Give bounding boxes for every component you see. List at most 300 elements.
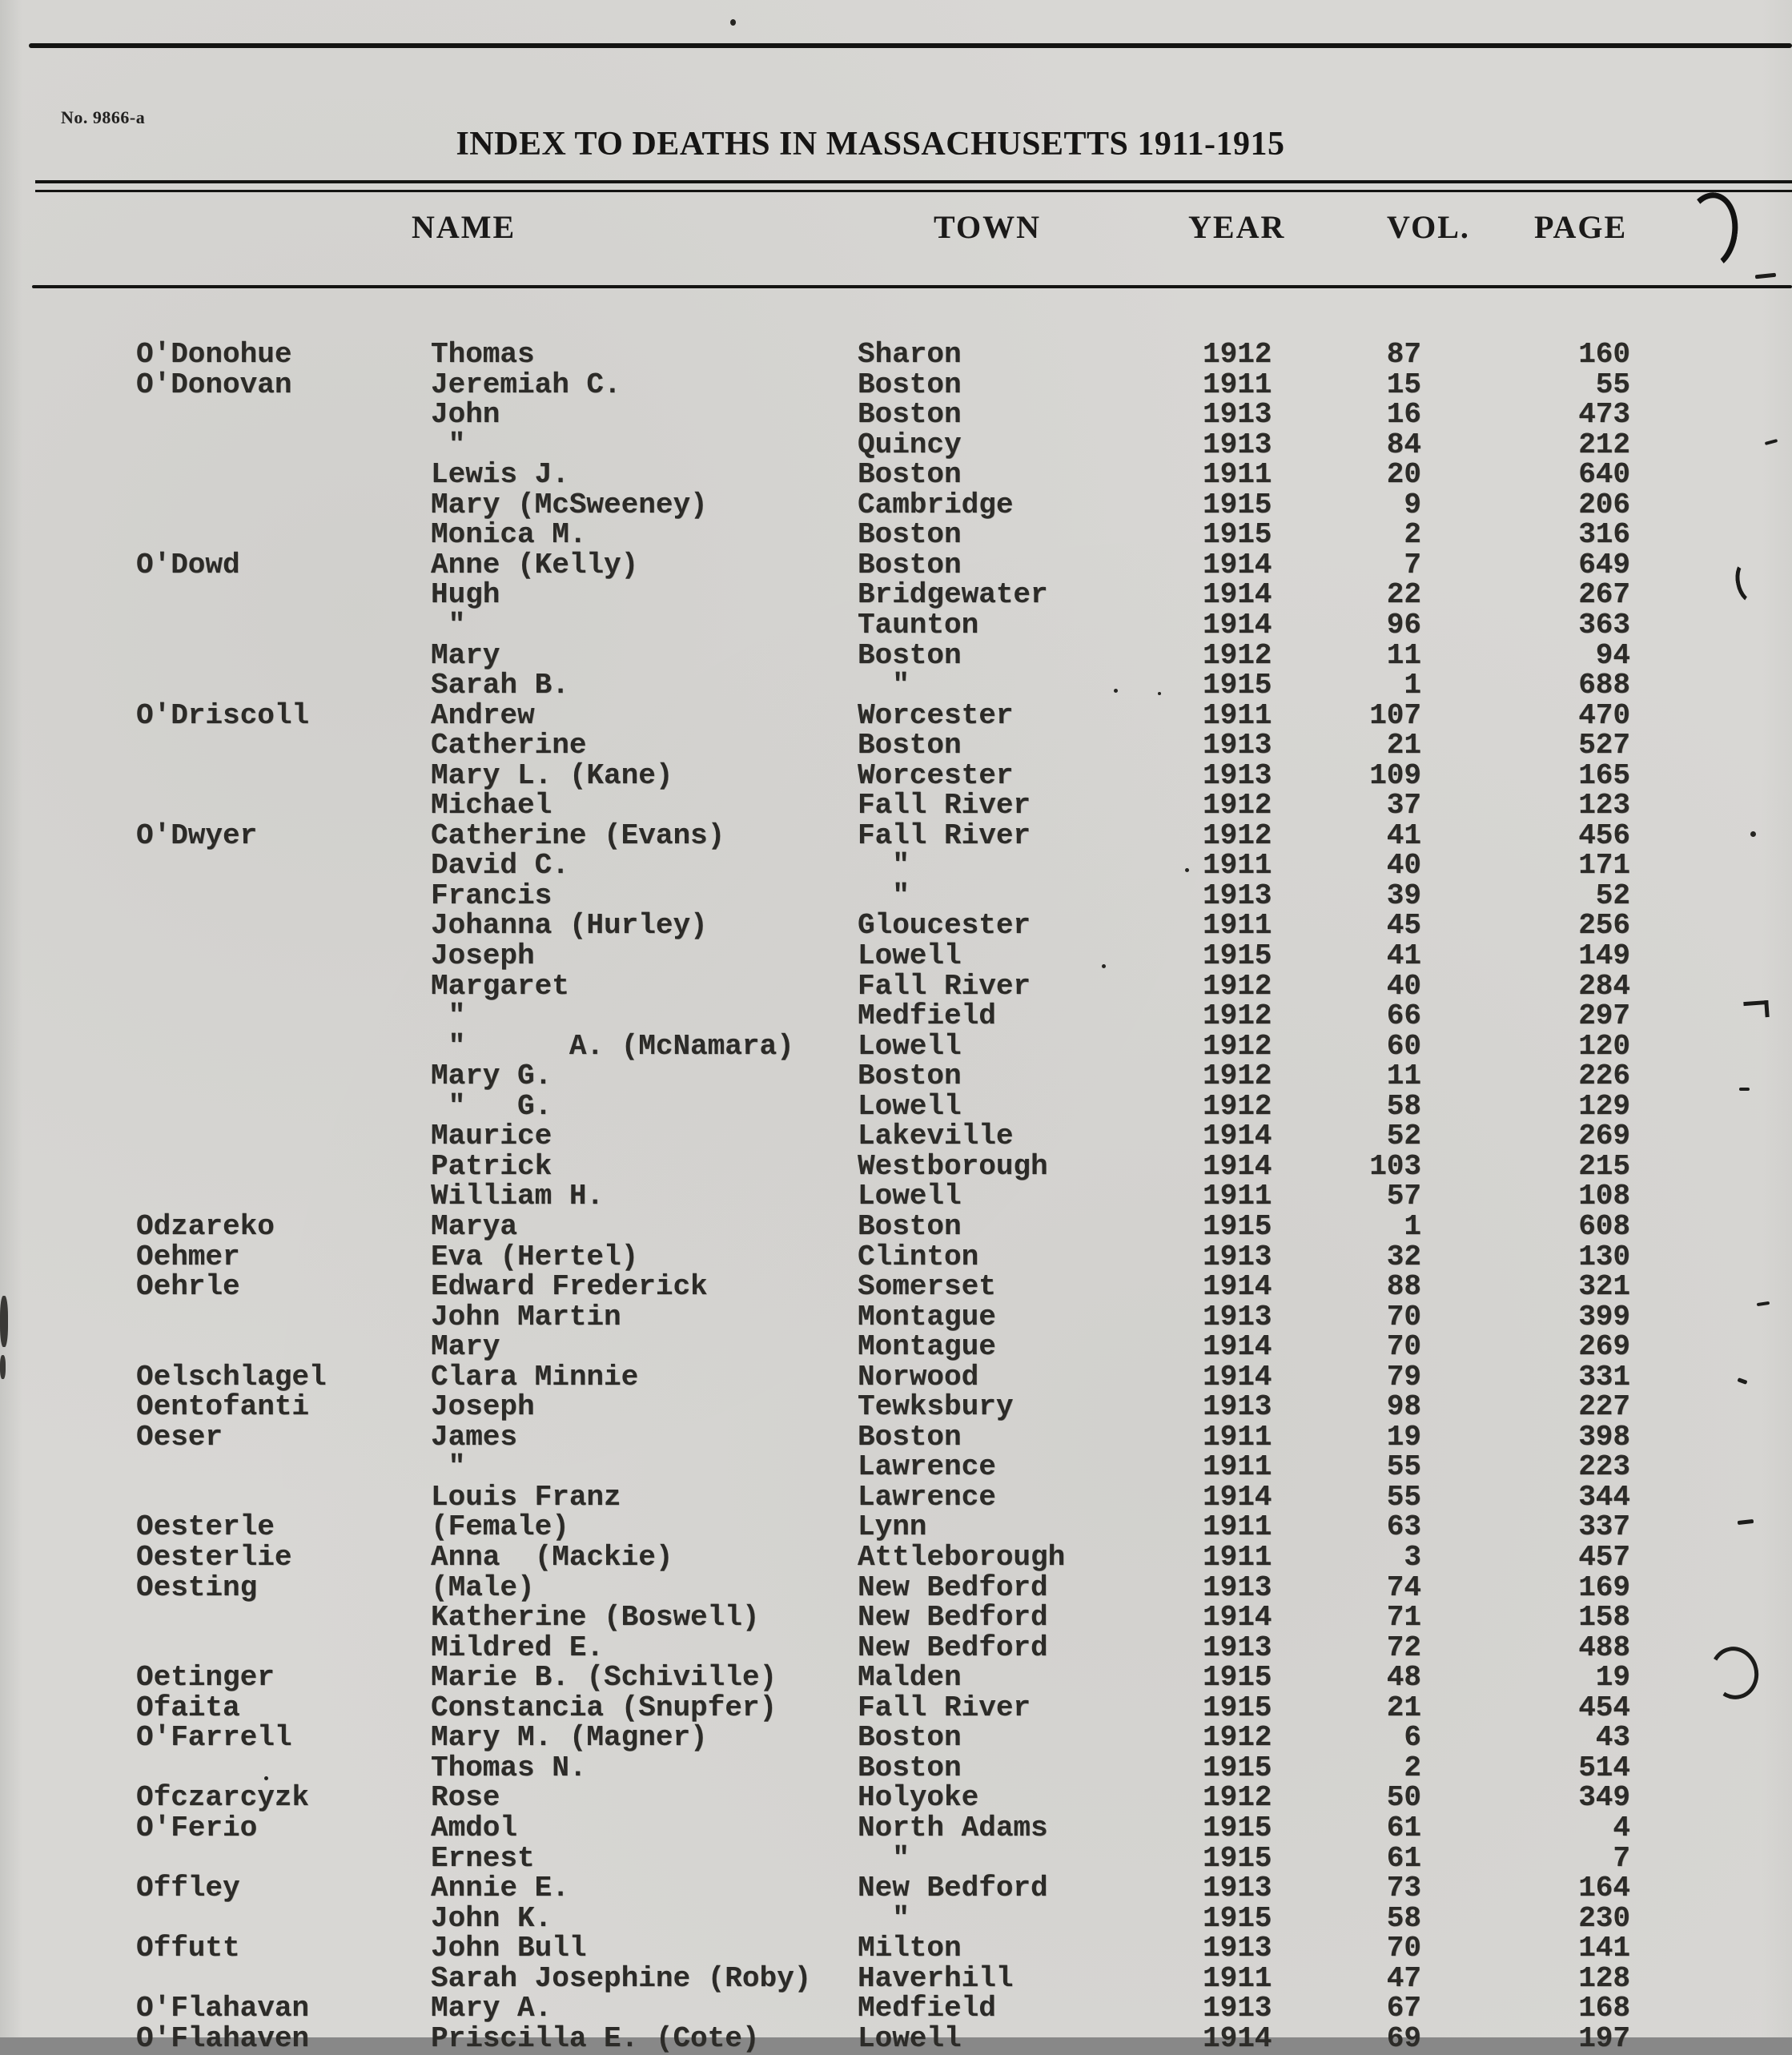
surname-cell: O'Donohue [136,338,292,371]
town-cell: Lynn [858,1510,927,1543]
surname-cell: O'Flahaven [136,2022,310,2055]
year-cell: 1915 [1203,939,1272,972]
vol-cell: 61 [1386,1812,1421,1844]
year-cell: 1912 [1203,999,1272,1032]
vol-cell: 47 [1386,1962,1421,1995]
year-cell: 1912 [1203,1090,1272,1123]
vol-cell: 63 [1386,1510,1421,1543]
vol-cell: 11 [1386,1060,1421,1092]
table-row [0,550,1792,581]
given-cell: Francis [431,879,552,912]
table-row [0,670,1792,701]
page-cell: 230 [1578,1902,1630,1935]
given-cell: Eva (Hertel) [431,1241,639,1273]
town-cell: Milton [858,1932,962,1965]
year-cell: 1913 [1203,1301,1272,1333]
page-cell: 130 [1578,1241,1630,1273]
vol-cell: 45 [1386,909,1421,942]
vol-cell: 107 [1369,699,1421,732]
table-row [0,1904,1792,1934]
given-cell: John Bull [431,1932,587,1965]
table-row [0,821,1792,851]
surname-cell: Odzareko [136,1210,275,1243]
vol-cell: 52 [1386,1120,1421,1152]
year-cell: 1914 [1203,1601,1272,1634]
page-cell: 608 [1578,1210,1630,1243]
town-cell: Taunton [858,609,979,641]
town-cell: New Bedford [858,1631,1048,1664]
page-cell: 55 [1595,368,1630,401]
page-cell: 158 [1578,1601,1630,1634]
page-cell: 269 [1578,1330,1630,1363]
table-row [0,790,1792,821]
vol-cell: 1 [1404,1210,1421,1243]
town-cell: Tewksbury [858,1390,1014,1423]
table-row [0,1152,1792,1182]
scan-speck [1114,689,1118,693]
scan-speck [1102,964,1106,968]
vol-cell: 79 [1386,1361,1421,1393]
page-cell: 321 [1578,1270,1630,1303]
year-cell: 1912 [1203,1060,1272,1092]
page-cell: 337 [1578,1510,1630,1543]
town-cell: " [858,849,910,882]
page-cell: 454 [1578,1691,1630,1724]
surname-cell: Offutt [136,1932,240,1965]
vol-cell: 58 [1386,1902,1421,1935]
year-cell: 1912 [1203,819,1272,852]
given-cell: Lewis J. [431,458,569,491]
table-row [0,1332,1792,1362]
page-cell: 349 [1578,1781,1630,1814]
page-cell: 297 [1578,999,1630,1032]
town-cell: Westborough [858,1150,1048,1183]
vol-cell: 67 [1386,1992,1421,2025]
year-cell: 1913 [1203,1571,1272,1604]
given-cell: " A. (McNamara) [431,1030,794,1063]
vol-cell: 9 [1404,489,1421,521]
vol-cell: 73 [1386,1872,1421,1904]
page-cell: 640 [1578,458,1630,491]
given-cell: Marie B. (Schiville) [431,1661,777,1694]
year-cell: 1913 [1203,879,1272,912]
table-row [0,881,1792,911]
vol-cell: 2 [1404,518,1421,551]
given-cell: Amdol [431,1812,518,1844]
table-row [0,1723,1792,1753]
year-cell: 1914 [1203,609,1272,641]
year-cell: 1912 [1203,1721,1272,1754]
town-cell: Boston [858,458,962,491]
page-cell: 688 [1578,669,1630,702]
page-cell: 527 [1578,729,1630,762]
year-cell: 1911 [1203,458,1272,491]
vol-cell: 69 [1386,2022,1421,2055]
table-row [0,1663,1792,1693]
page-cell: 160 [1578,338,1630,371]
year-cell: 1912 [1203,1781,1272,1814]
surname-cell: Oehrle [136,1270,240,1303]
table-row [0,520,1792,550]
town-cell: Lawrence [858,1450,996,1483]
table-row [0,1422,1792,1453]
year-cell: 1914 [1203,1150,1272,1183]
year-cell: 1915 [1203,518,1272,551]
vol-cell: 21 [1386,1691,1421,1724]
given-cell: Anna (Mackie) [431,1541,673,1574]
given-cell: Marya [431,1210,518,1243]
table-row [0,851,1792,881]
vol-cell: 103 [1369,1150,1421,1183]
table-row [0,1212,1792,1242]
page-cell: 168 [1578,1992,1630,2025]
table-row [0,490,1792,521]
table-row [0,730,1792,761]
given-cell: Johanna (Hurley) [431,909,708,942]
vol-cell: 71 [1386,1601,1421,1634]
table-row [0,460,1792,490]
scan-speck [1185,868,1189,872]
year-cell: 1915 [1203,669,1272,702]
given-cell: James [431,1421,518,1454]
surname-cell: Ofaita [136,1691,240,1724]
given-cell: (Female) [431,1510,569,1543]
town-cell: New Bedford [858,1601,1048,1634]
town-cell: Gloucester [858,909,1031,942]
given-cell: David C. [431,849,569,882]
page-cell: 649 [1578,549,1630,581]
pen-hook-mark [1743,1000,1769,1019]
table-row [0,941,1792,971]
vol-cell: 55 [1386,1450,1421,1483]
given-cell: " G. [431,1090,552,1123]
given-cell: Hugh [431,578,500,611]
page-cell: 269 [1578,1120,1630,1152]
town-cell: " [858,879,910,912]
year-cell: 1912 [1203,789,1272,822]
given-cell: John K. [431,1902,552,1935]
given-cell: Catherine (Evans) [431,819,725,852]
vol-cell: 40 [1386,970,1421,1003]
page-cell: 164 [1578,1872,1630,1904]
year-cell: 1913 [1203,1390,1272,1423]
page-cell: 19 [1595,1661,1630,1694]
surname-cell: Oeser [136,1421,223,1454]
page-cell: 212 [1578,428,1630,461]
town-cell: Boston [858,729,962,762]
page-cell: 514 [1578,1751,1630,1784]
year-cell: 1915 [1203,1661,1272,1694]
table-row [0,1092,1792,1122]
page-cell: 488 [1578,1631,1630,1664]
scan-speck [730,19,736,26]
page-cell: 215 [1578,1150,1630,1183]
margin-dot-mark [1750,831,1756,837]
page-cell: 141 [1578,1932,1630,1965]
given-cell: Mary [431,1330,500,1363]
town-cell: Lowell [858,1090,962,1123]
surname-cell: O'Donovan [136,368,292,401]
vol-cell: 41 [1386,939,1421,972]
edge-smudge [0,1355,6,1379]
page-cell: 94 [1595,639,1630,672]
page-cell: 149 [1578,939,1630,972]
page-cell: 123 [1578,789,1630,822]
vol-cell: 70 [1386,1932,1421,1965]
surname-cell: Oetinger [136,1661,275,1694]
table-row [0,1181,1792,1212]
town-cell: Haverhill [858,1962,1014,1995]
vol-cell: 32 [1386,1241,1421,1273]
table-row [0,1573,1792,1603]
given-cell: Louis Franz [431,1481,621,1514]
town-cell: " [858,669,910,702]
given-cell: John [431,398,500,431]
town-cell: Malden [858,1661,962,1694]
page-cell: 227 [1578,1390,1630,1423]
town-cell: Lowell [858,939,962,972]
town-cell: Lowell [858,1030,962,1063]
town-cell: Holyoke [858,1781,979,1814]
table-row [0,1933,1792,1964]
table-row [0,1452,1792,1482]
given-cell: Mary L. (Kane) [431,759,673,792]
page-cell: 52 [1595,879,1630,912]
year-cell: 1915 [1203,1902,1272,1935]
vol-cell: 50 [1386,1781,1421,1814]
town-cell: Somerset [858,1270,996,1303]
year-cell: 1911 [1203,1962,1272,1995]
page-cell: 363 [1578,609,1630,641]
table-row [0,1482,1792,1513]
given-cell: Edward Frederick [431,1270,708,1303]
town-cell: Fall River [858,819,1031,852]
vol-cell: 15 [1386,368,1421,401]
table-row [0,1001,1792,1032]
year-cell: 1914 [1203,1481,1272,1514]
vol-cell: 21 [1386,729,1421,762]
page-cell: 226 [1578,1060,1630,1092]
town-cell: Boston [858,368,962,401]
town-cell: Bridgewater [858,578,1048,611]
column-header-name: NAME [412,209,516,245]
surname-cell: Oesting [136,1571,258,1604]
town-cell: Cambridge [858,489,1014,521]
given-cell: Ernest [431,1842,535,1875]
column-header-vol: VOL. [1387,209,1470,245]
table-row [0,1032,1792,1062]
vol-cell: 57 [1386,1180,1421,1212]
table-row [0,340,1792,370]
town-cell: Boston [858,1721,962,1754]
given-cell: Joseph [431,1390,535,1423]
town-cell: Fall River [858,970,1031,1003]
table-row [0,1844,1792,1874]
given-cell: Mildred E. [431,1631,605,1664]
vol-cell: 98 [1386,1390,1421,1423]
page-cell: 206 [1578,489,1630,521]
page-cell: 129 [1578,1090,1630,1123]
given-cell: Maurice [431,1120,552,1152]
town-cell: New Bedford [858,1571,1048,1604]
given-cell: " [431,609,466,641]
year-cell: 1914 [1203,2022,1272,2055]
town-cell: " [858,1902,910,1935]
page-cell: 43 [1595,1721,1630,1754]
given-cell: Joseph [431,939,535,972]
table-row [0,1753,1792,1784]
vol-cell: 40 [1386,849,1421,882]
year-cell: 1914 [1203,1270,1272,1303]
table-row [0,1061,1792,1092]
page-cell: 7 [1613,1842,1630,1875]
town-cell: Fall River [858,789,1031,822]
surname-cell: Oesterlie [136,1541,292,1574]
vol-cell: 11 [1386,639,1421,672]
vol-cell: 58 [1386,1090,1421,1123]
year-cell: 1912 [1203,1030,1272,1063]
column-header-page: PAGE [1534,209,1628,245]
given-cell: Sarah Josephine (Roby) [431,1962,812,1995]
year-cell: 1915 [1203,489,1272,521]
table-row [0,610,1792,641]
edge-smudge [0,1296,8,1347]
surname-cell: Oentofanti [136,1390,310,1423]
table-row [0,1993,1792,2024]
given-cell: Priscilla E. (Cote) [431,2022,760,2055]
year-cell: 1913 [1203,428,1272,461]
column-header-year: YEAR [1188,209,1286,245]
year-cell: 1911 [1203,1541,1272,1574]
given-cell: William H. [431,1180,605,1212]
town-cell: Worcester [858,759,1014,792]
town-cell: Boston [858,1210,962,1243]
given-cell: Mary A. [431,1992,552,2025]
vol-cell: 37 [1386,789,1421,822]
vol-cell: 87 [1386,338,1421,371]
page-cell: 108 [1578,1180,1630,1212]
vol-cell: 6 [1404,1721,1421,1754]
table-row [0,1272,1792,1302]
given-cell: Thomas [431,338,535,371]
page-cell: 169 [1578,1571,1630,1604]
given-cell: Mary (McSweeney) [431,489,708,521]
table-row [0,370,1792,400]
vol-cell: 61 [1386,1842,1421,1875]
town-cell: Boston [858,639,962,672]
vol-cell: 19 [1386,1421,1421,1454]
year-cell: 1911 [1203,699,1272,732]
page-title: INDEX TO DEATHS IN MASSACHUSETTS 1911-1915 [456,126,1285,163]
table-row [0,1813,1792,1844]
town-cell: Boston [858,1421,962,1454]
table-row [0,1121,1792,1152]
surname-cell: O'Farrell [136,1721,292,1754]
year-cell: 1914 [1203,1330,1272,1363]
town-cell: Boston [858,398,962,431]
year-cell: 1913 [1203,729,1272,762]
table-row [0,971,1792,1002]
page-cell: 4 [1613,1812,1630,1844]
town-cell: Boston [858,1060,962,1092]
surname-cell: O'Dowd [136,549,240,581]
table-row [0,1633,1792,1663]
town-cell: Lakeville [858,1120,1014,1152]
year-cell: 1912 [1203,970,1272,1003]
surname-cell: O'Ferio [136,1812,258,1844]
table-row [0,1392,1792,1422]
surname-cell: O'Flahavan [136,1992,310,2025]
town-cell: Montague [858,1301,996,1333]
given-cell: Andrew [431,699,535,732]
given-cell: Patrick [431,1150,552,1183]
year-cell: 1914 [1203,1120,1272,1152]
scan-speck [264,1776,268,1780]
year-cell: 1911 [1203,1450,1272,1483]
town-cell: Worcester [858,699,1014,732]
page-cell: 399 [1578,1301,1630,1333]
vol-cell: 70 [1386,1330,1421,1363]
column-header-town: TOWN [934,209,1041,245]
page-cell: 456 [1578,819,1630,852]
vol-cell: 20 [1386,458,1421,491]
table-row [0,1693,1792,1723]
given-cell: Catherine [431,729,587,762]
surname-cell: Offley [136,1872,240,1904]
year-cell: 1912 [1203,338,1272,371]
year-cell: 1914 [1203,1361,1272,1393]
page-cell: 223 [1578,1450,1630,1483]
town-cell: Boston [858,549,962,581]
vol-cell: 16 [1386,398,1421,431]
given-cell: Annie E. [431,1872,569,1904]
town-cell: New Bedford [858,1872,1048,1904]
year-cell: 1911 [1203,368,1272,401]
table-row [0,1512,1792,1542]
scan-speck [1158,692,1161,695]
given-cell: Clara Minnie [431,1361,639,1393]
year-cell: 1914 [1203,578,1272,611]
town-cell: Medfield [858,999,996,1032]
town-cell: Norwood [858,1361,979,1393]
given-cell: Mary M. (Magner) [431,1721,708,1754]
page-cell: 331 [1578,1361,1630,1393]
year-cell: 1913 [1203,759,1272,792]
table-row [0,1542,1792,1573]
given-cell: Anne (Kelly) [431,549,639,581]
town-cell: Medfield [858,1992,996,2025]
given-cell: John Martin [431,1301,621,1333]
town-cell: Montague [858,1330,996,1363]
given-cell: Sarah B. [431,669,569,702]
table-row [0,580,1792,610]
given-cell: Michael [431,789,552,822]
town-cell: " [858,1842,910,1875]
year-cell: 1913 [1203,1631,1272,1664]
margin-dash-mark [1739,1088,1750,1091]
year-cell: 1911 [1203,849,1272,882]
table-row [0,1783,1792,1813]
vol-cell: 66 [1386,999,1421,1032]
town-cell: Clinton [858,1241,979,1273]
vol-cell: 84 [1386,428,1421,461]
vol-cell: 2 [1404,1751,1421,1784]
given-cell: Monica M. [431,518,587,551]
table-row [0,400,1792,430]
page-cell: 197 [1578,2022,1630,2055]
surname-cell: Ofczarcyzk [136,1781,310,1814]
page-cell: 470 [1578,699,1630,732]
